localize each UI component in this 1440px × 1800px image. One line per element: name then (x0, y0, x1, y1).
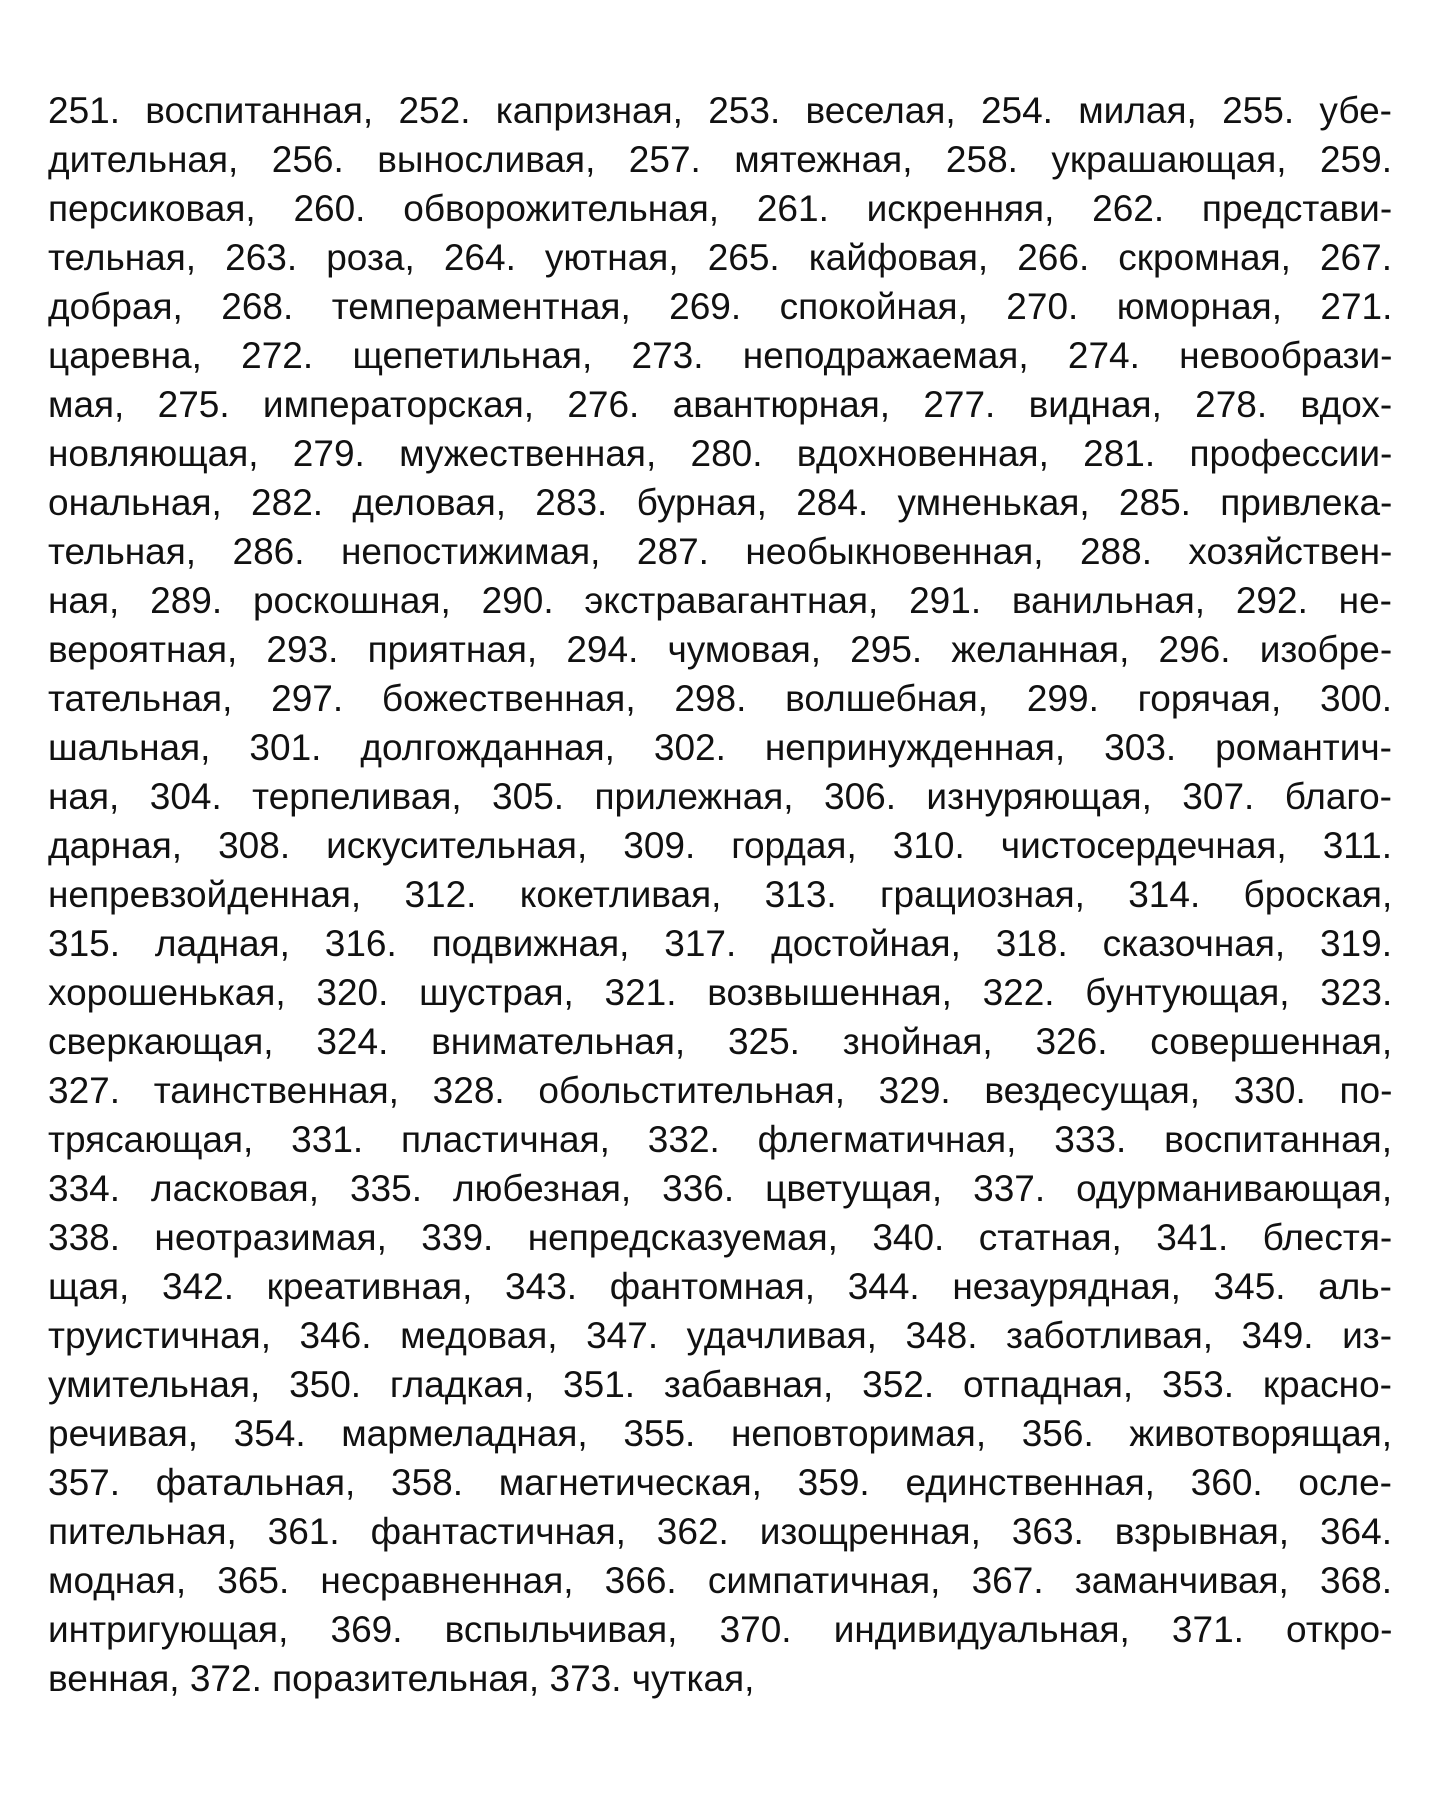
text-line: царевна, 272. щепетильная, 273. неподражаемая, 274. невообрази- (48, 335, 1392, 376)
text-line: интригующая, 369. вспыльчивая, 370. индивидуальная, 371. откро- (48, 1609, 1392, 1650)
text-line: добрая, 268. темпераментная, 269. спокойная, 270. юморная, 271. (48, 286, 1392, 327)
text-line: новляющая, 279. мужественная, 280. вдохновенная, 281. профессии- (48, 433, 1392, 474)
text-line: труистичная, 346. медовая, 347. удачливая, 348. заботливая, 349. из- (48, 1315, 1392, 1356)
text-line: 334. ласковая, 335. любезная, 336. цветущая, 337. одурманивающая, (48, 1168, 1392, 1209)
text-line: 357. фатальная, 358. магнетическая, 359. единственная, 360. осле- (48, 1462, 1392, 1503)
text-line: щая, 342. креативная, 343. фантомная, 344. незаурядная, 345. аль- (48, 1266, 1392, 1307)
text-line: дарная, 308. искусительная, 309. гордая, 310. чистосердечная, 311. (48, 825, 1392, 866)
text-line: тательная, 297. божественная, 298. волшебная, 299. горячая, 300. (48, 678, 1392, 719)
text-line: шальная, 301. долгожданная, 302. непринужденная, 303. романтич- (48, 727, 1392, 768)
text-line: тельная, 286. непостижимая, 287. необыкновенная, 288. хозяйствен- (48, 531, 1392, 572)
text-line: 315. ладная, 316. подвижная, 317. достойная, 318. сказочная, 319. (48, 923, 1392, 964)
text-line: трясающая, 331. пластичная, 332. флегматичная, 333. воспитанная, (48, 1119, 1392, 1160)
text-body (48, 86, 1392, 1703)
text-line: сверкающая, 324. внимательная, 325. знойная, 326. совершенная, (48, 1021, 1392, 1062)
text-line: 327. таинственная, 328. обольстительная, 329. вездесущая, 330. по- (48, 1070, 1392, 1111)
text-line: персиковая, 260. обворожительная, 261. искренняя, 262. представи- (48, 188, 1392, 229)
text-line: вероятная, 293. приятная, 294. чумовая, 295. желанная, 296. изобре- (48, 629, 1392, 670)
text-line: ональная, 282. деловая, 283. бурная, 284. умненькая, 285. привлека- (48, 482, 1392, 523)
text-line: ная, 289. роскошная, 290. экстравагантная, 291. ванильная, 292. не- (48, 580, 1392, 621)
text-line: речивая, 354. мармеладная, 355. неповторимая, 356. животворящая, (48, 1413, 1392, 1454)
text-line: модная, 365. несравненная, 366. симпатичная, 367. заманчивая, 368. (48, 1560, 1392, 1601)
text-line: тельная, 263. роза, 264. уютная, 265. кайфовая, 266. скромная, 267. (48, 237, 1392, 278)
text-line: ная, 304. терпеливая, 305. прилежная, 306. изнуряющая, 307. благо- (48, 776, 1392, 817)
text-line: умительная, 350. гладкая, 351. забавная, 352. отпадная, 353. красно- (48, 1364, 1392, 1405)
text-line: непревзойденная, 312. кокетливая, 313. грациозная, 314. броская, (48, 874, 1392, 915)
text-line: дительная, 256. выносливая, 257. мятежная, 258. украшающая, 259. (48, 139, 1392, 180)
text-line: 251. воспитанная, 252. капризная, 253. веселая, 254. милая, 255. убе- (48, 90, 1392, 131)
text-line: мая, 275. императорская, 276. авантюрная, 277. видная, 278. вдох- (48, 384, 1392, 425)
text-line: венная, 372. поразительная, 373. чуткая, (48, 1658, 755, 1699)
text-line: пительная, 361. фантастичная, 362. изощренная, 363. взрывная, 364. (48, 1511, 1392, 1552)
text-line: 338. неотразимая, 339. непредсказуемая, 340. статная, 341. блестя- (48, 1217, 1392, 1258)
text-line: хорошенькая, 320. шустрая, 321. возвышенная, 322. бунтующая, 323. (48, 972, 1392, 1013)
